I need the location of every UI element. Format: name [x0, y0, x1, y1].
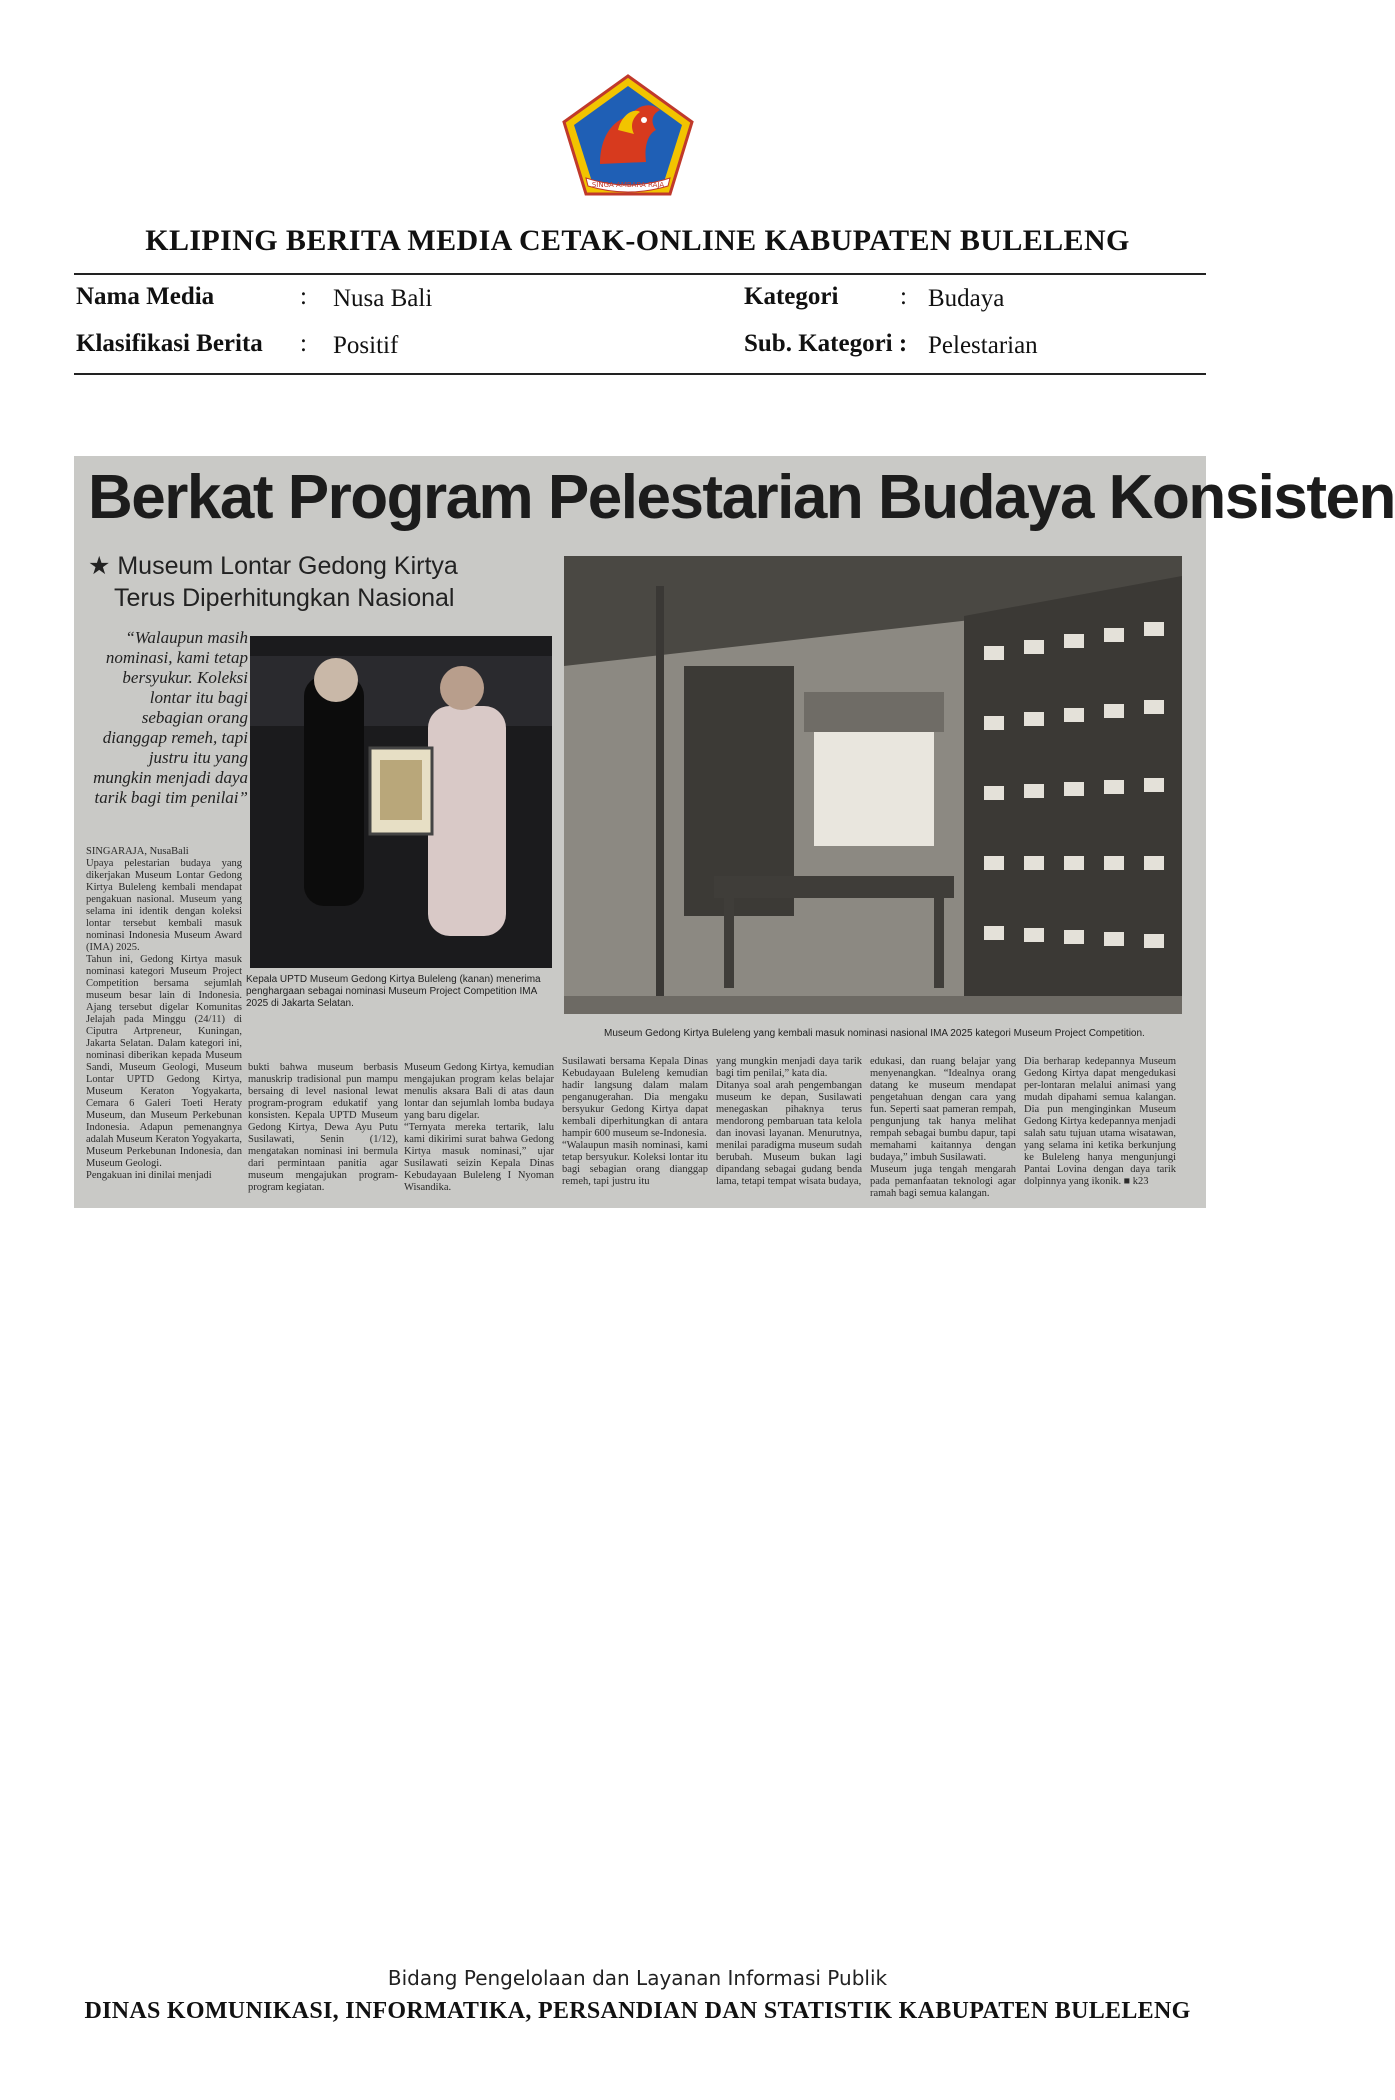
article-column-1: SINGARAJA, NusaBali Upaya pelestarian budaya yang dikerjakan Museum Lontar Gedong Kirtya Buleleng kembali mendapat pengakuan nasional. Museum yang selama ini identik dengan koleksi lontar tersebut kembali masuk nominasi Indonesia Museum Award (IMA) 2025. Tahun ini, Gedong Kirtya masuk nominasi kategori Museum Project Competition bersama sejumlah museum besar lain di Indonesia. Ajang tersebut digelar Komunitas Jelajah pada Minggu (24/11) di Ciputra Artpreneur, Kuningan, Jakarta Selatan. Dalam kategori ini, nominasi diberikan kepada Museum Sandi, Museum Geologi, Museum Lontar UPTD Gedong Kirtya, Museum Keraton Yogyakarta, Cemara 6 Galeri Toeti Heraty Museum, dan Museum Perkebunan Indonesia. Adapun pemenangnya adalah Museum Keraton Yogyakarta, Museum Perkebunan Indonesia, dan Museum Geologi. Pengakuan ini dinilai menjadi — [86, 846, 243, 1181]
klasifikasi-value: Positif — [333, 332, 399, 359]
article-column-7: Dia berharap kedepannya Museum Gedong Kirtya dapat mengedukasi per-lontaran melalui animasi yang mudah dipahami semua kalangan. Dia pun menginginkan Museum Gedong Kirtya kedepannya menjadi salah satu tujuan utama wisatawan, yang selama ini ketika berkunjung ke Buleleng hanya mengunjungi Pantai Lovina dengan daya tarik dolpinnya yang ikonik. ■ k23 — [1024, 1056, 1176, 1187]
article-column-2: bukti bahwa museum berbasis manuskrip tradisional pun mampu bersaing di level nasional lewat program-program edukatif yang konsisten. Kepala UPTD Museum Gedong Kirtya, Dewa Ayu Putu Susilawati, Senin (1/12), mengatakan nominasi ini bermula dari permintaan panitia agar museum mengajukan program-program kegiatan. — [248, 1062, 398, 1193]
footer-department: Bidang Pengelolaan dan Layanan Informasi Publik — [387, 1966, 888, 1990]
colon: : — [900, 283, 907, 310]
award-photo-image — [250, 636, 552, 968]
colon: : — [300, 283, 307, 310]
article-column-6: edukasi, dan ruang belajar yang menyenangkan. “Idealnya orang datang ke museum mendapat pengetahuan dengan cara yang fun. Seperti saat pameran rempah, pengunjung tak hanya melihat rempah sebagai bumbu dapur, tapi memahami kaitannya dengan budaya,” imbuh Susilawati. Museum juga tengah mengarah pada pemanfaatan teknologi agar ramah bagi semua kalangan. — [870, 1056, 1016, 1199]
klasifikasi-label: Klasifikasi Berita — [76, 330, 263, 357]
museum-interior-image — [564, 556, 1182, 1014]
subhead-line-2: Terus Diperhitungkan Nasional — [114, 584, 455, 612]
logo-text: SINGA AMBARA RAJA — [591, 181, 665, 189]
photo1-caption: Kepala UPTD Museum Gedong Kirtya Buleleng (kanan) menerima penghargaan sebagai nominasi Museum Project Competition IMA 2025 di Jakarta Selatan. — [246, 974, 541, 1009]
kategori-value: Budaya — [928, 285, 1005, 312]
singa-ambara-raja-emblem-icon — [560, 74, 696, 198]
colon: : — [300, 330, 307, 357]
pull-quote: “Walaupun masih nominasi, kami tetap bersyukur. Koleksi lontar itu bagi sebagian orang dianggap remeh, tapi justru itu yang mungkin menjadi daya tarik bagi tim penilai” — [93, 628, 248, 807]
clipping-headline: Berkat Program Pelestarian Budaya Konsisten — [88, 463, 1395, 532]
sub-kategori-label: Sub. Kategori : — [744, 330, 908, 357]
award-photo — [250, 636, 552, 968]
divider-top — [74, 273, 1206, 275]
footer-agency: DINAS KOMUNIKASI, INFORMATIKA, PERSANDIAN DAN STATISTIK KABUPATEN BULELENG — [84, 1998, 1191, 2024]
photo2-caption: Museum Gedong Kirtya Buleleng yang kembali masuk nominasi nasional IMA 2025 kategori Museum Project Competition. — [604, 1028, 1145, 1039]
subhead-line-1: ★ Museum Lontar Gedong Kirtya — [88, 552, 458, 580]
nama-media-label: Nama Media — [76, 283, 215, 310]
sub-kategori-value: Pelestarian — [928, 332, 1038, 359]
kategori-label: Kategori — [744, 283, 839, 310]
article-column-5: yang mungkin menjadi daya tarik bagi tim penilai,” kata dia. Ditanya soal arah pengembangan museum ke depan, Susilawati menegaskan pihaknya terus mendorong pembaruan tata kelola dan inovasi layanan. Menurutnya, menilai paradigma museum sudah berubah. Museum bukan lagi dipandang sebagai gudang benda lama, tetapi tempat wisata budaya, — [716, 1056, 862, 1187]
article-column-4: Susilawati bersama Kepala Dinas Kebudayaan Buleleng kemudian hadir langsung dalam malam penganugerahan. Dia mengaku bersyukur Gedong Kirtya dapat kembali diperhitungkan di antara hampir 600 museum se-Indonesia. “Walaupun masih nominasi, kami tetap bersyukur. Koleksi lontar itu bagi sebagian orang dianggap remeh, tapi justru itu — [562, 1056, 708, 1187]
newspaper-clipping — [74, 456, 1395, 1208]
page-title: KLIPING BERITA MEDIA CETAK-ONLINE KABUPATEN BULELENG — [145, 224, 1130, 257]
article-column-3: Museum Gedong Kirtya, kemudian mengajukan program kelas belajar menulis aksara Bali di atas daun lontar dan sejumlah lomba budaya yang baru digelar. “Ternyata mereka tertarik, lalu kami dikirimi surat bahwa Gedong Kirtya masuk nominasi,” ujar Susilawati seizin Kepala Dinas Kebudayaan Buleleng I Nyoman Wisandika. — [404, 1062, 554, 1193]
museum-interior-photo — [564, 556, 1182, 1014]
clipping-subhead — [88, 550, 498, 614]
divider-bottom — [74, 373, 1206, 375]
nama-media-value: Nusa Bali — [333, 285, 433, 312]
